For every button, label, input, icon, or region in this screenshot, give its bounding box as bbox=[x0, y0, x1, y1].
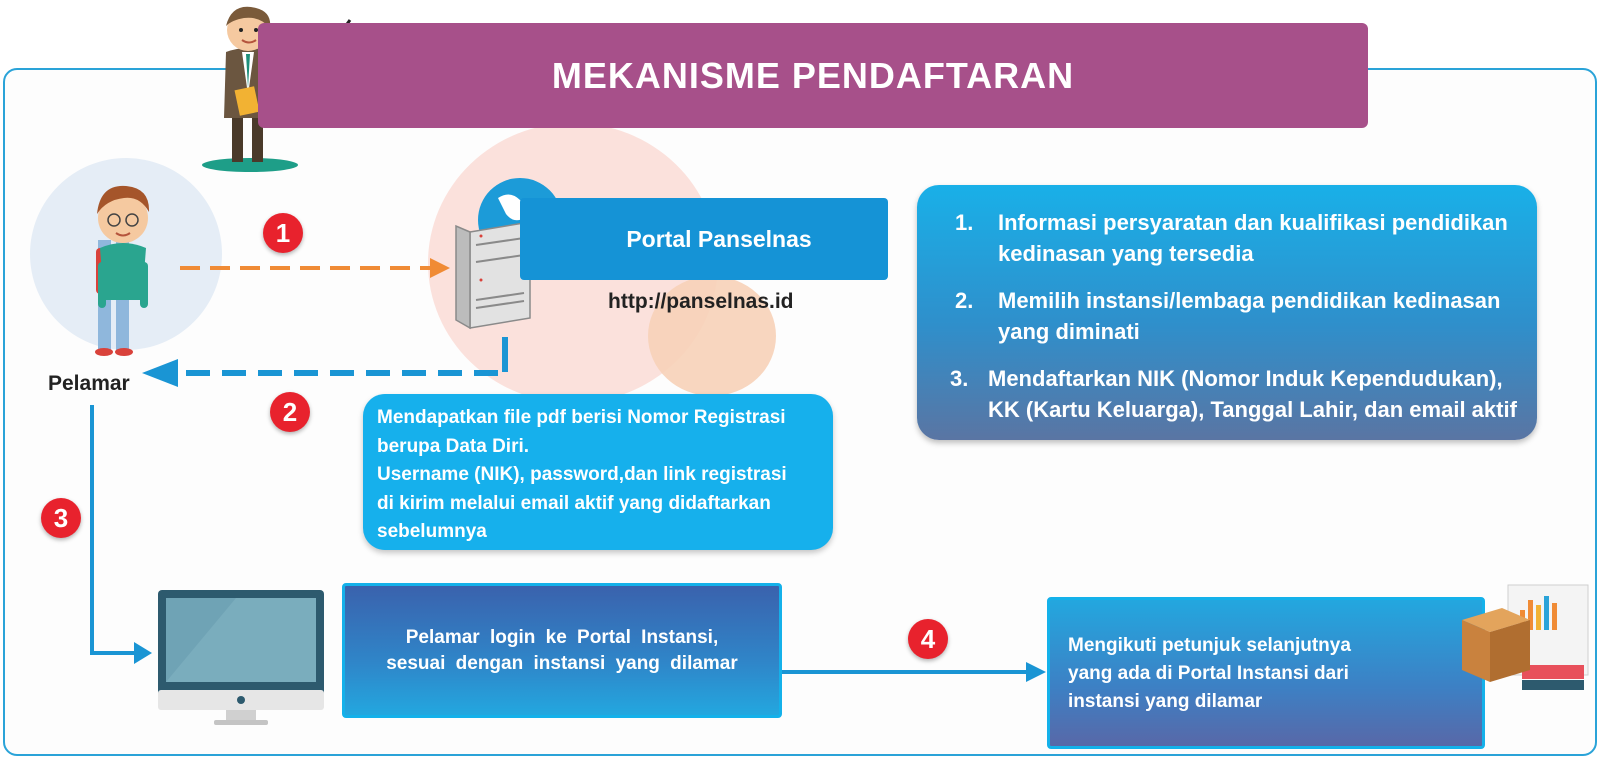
info-item-line: Memilih instansi/lembaga pendidikan kedinasan bbox=[998, 288, 1501, 313]
follow-line: Mengikuti petunjuk selanjutnya bbox=[1068, 635, 1351, 656]
step-badge-3: 3 bbox=[41, 498, 81, 538]
message-line: sebelumnya bbox=[377, 521, 487, 542]
arrow-step-3 bbox=[92, 405, 136, 653]
portal-name-box: Portal Panselnas bbox=[520, 198, 888, 280]
arrow-step-4-head bbox=[1026, 662, 1046, 682]
info-item-number: 2. bbox=[955, 288, 974, 313]
message-line: Username (NIK), password,dan link registrasi bbox=[377, 464, 787, 485]
info-item-line: Informasi persyaratan dan kualifikasi pendidikan bbox=[998, 210, 1508, 235]
info-item-number: 1. bbox=[955, 210, 974, 235]
step-badge-1: 1 bbox=[263, 213, 303, 253]
info-item-line: Mendaftarkan NIK (Nomor Induk Kependudukan), bbox=[988, 366, 1503, 391]
message-line: Mendapatkan file pdf berisi Nomor Registrasi bbox=[377, 407, 786, 428]
step-badge-2: 2 bbox=[270, 392, 310, 432]
arrow-step-3-head bbox=[134, 642, 152, 664]
info-item-number: 3. bbox=[950, 366, 969, 391]
message-line: berupa Data Diri. bbox=[377, 435, 530, 457]
arrow-step-1-head bbox=[430, 258, 450, 278]
follow-line: instansi yang dilamar bbox=[1068, 691, 1263, 712]
info-item-line: yang diminati bbox=[998, 319, 1140, 344]
page-title: MEKANISME PENDAFTARAN bbox=[258, 23, 1368, 128]
info-item-line: KK (Kartu Keluarga), Tanggal Lahir, dan email aktif bbox=[988, 397, 1517, 422]
portal-url[interactable]: http://panselnas.id bbox=[608, 290, 794, 313]
step-badge-4: 4 bbox=[908, 619, 948, 659]
login-line: Pelamar login ke Portal Instansi, bbox=[405, 626, 719, 648]
follow-line: yang ada di Portal Instansi dari bbox=[1068, 663, 1349, 684]
message-line: di kirim melalui email aktif yang didaftarkan bbox=[377, 492, 771, 514]
info-item-line: kedinasan yang tersedia bbox=[998, 241, 1254, 266]
applicant-label: Pelamar bbox=[48, 372, 130, 395]
arrow-step-2-head bbox=[142, 359, 178, 387]
login-line: sesuai dengan instansi yang dilamar bbox=[386, 652, 738, 674]
